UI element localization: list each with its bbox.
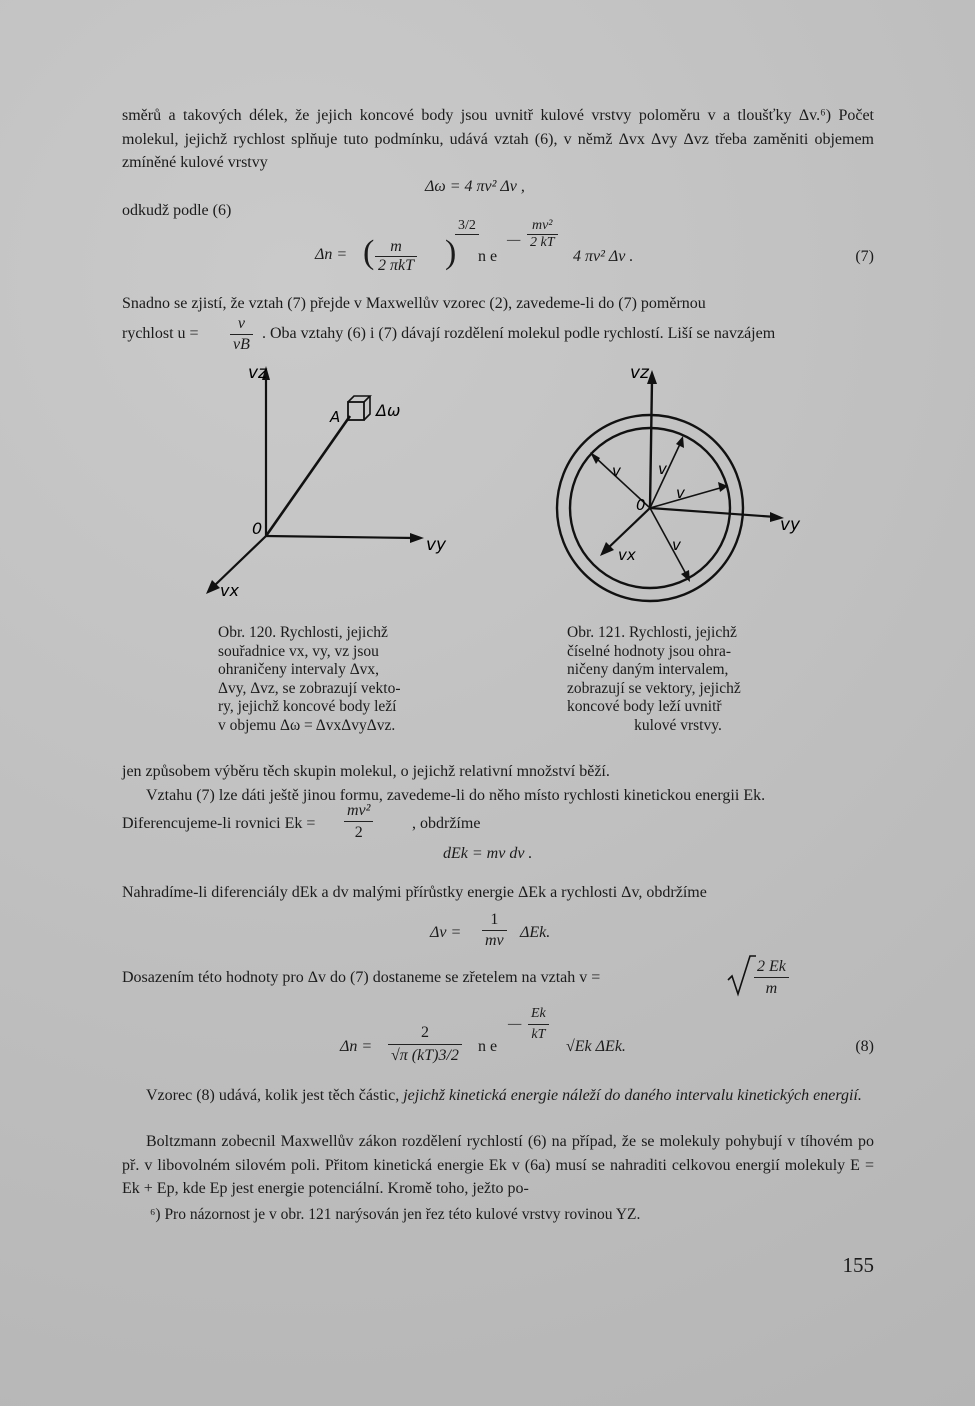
paragraph-vzorec <box>122 1084 874 1108</box>
vzorec-italic: jejichž kinetická energie náleží do daného intervalu kinetických energií. <box>403 1087 862 1104</box>
eq7-exp-den: 2 kT <box>530 235 555 250</box>
eq8-lhs: Δn = <box>340 1038 373 1055</box>
fig121-caption-line: kulové vrstvy. <box>634 716 722 734</box>
paragraph-vztahu: Vztahu (7) lze dáti ještě jinou formu, zavedeme-li do něho místo rychlosti kinetickou energii Ek. <box>146 787 766 804</box>
eq7-lhs: Δn = <box>315 246 348 263</box>
paragraph-dosazenim <box>122 958 874 1002</box>
fig121-caption-line: ničeny daným intervalem, <box>567 661 729 678</box>
fig121-label-v4: v <box>672 536 681 554</box>
eq7-paren-close: ) <box>445 234 457 271</box>
eq8-exp-minus: — <box>508 1016 522 1032</box>
fig120-caption-line: souřadnice vx, vy, vz jsou <box>218 642 379 660</box>
equation-8-number: (8) <box>855 1038 874 1055</box>
equation-domega: Δω = 4 πv² Δv , <box>425 178 525 195</box>
dv-fraction-den: mv <box>485 932 504 949</box>
dosazenim-text: Dosazením této hodnoty pro Δv do (7) dostaneme se zřetelem na vztah v = <box>122 969 601 986</box>
u-fraction-num: v <box>230 314 253 335</box>
eq7-exp-minus: — <box>507 232 521 248</box>
fig121-label-vz: vz <box>630 363 649 383</box>
vzorec-text: Vzorec (8) udává, kolik jest těch částic, <box>146 1087 404 1104</box>
fig121-arrow-v2 <box>676 436 684 448</box>
figure-121-caption <box>567 624 789 735</box>
eq8-fraction <box>388 1022 462 1067</box>
fig120-volume-cube <box>348 396 370 420</box>
ek-fraction <box>344 800 373 843</box>
eq8-denominator: √π (kT)3/2 <box>391 1047 459 1064</box>
fig120-caption-line: v objemu Δω = ΔvxΔvyΔvz. <box>218 716 396 734</box>
fig120-axis-x <box>214 536 266 586</box>
equation-7-number: (7) <box>855 248 874 265</box>
paragraph-odkudz: odkudž podle (6) <box>122 202 232 219</box>
fig120-label-vz: vz <box>248 363 267 383</box>
dv-lhs: Δv = <box>430 924 462 941</box>
fig120-label-A: A <box>330 408 341 426</box>
fig120-label-origin: 0 <box>252 519 263 538</box>
diferencujeme-text: Diferencujeme-li rovnici Ek = <box>122 815 316 832</box>
paragraph-vyber: jen způsobem výběru těch skupin molekul, o jejichž relativní množství běží. <box>122 763 610 780</box>
paragraph-intro: směrů a takových délek, že jejich koncové body jsou uvnitř kulové vrstvy poloměru v a tloušťky Δv.⁶) Počet molekul, jejichž rychlost splňuje tuto podmínku, udává vztah (6), v němž Δvx Δvy Δvz třeba zaměniti objemem zmíněné kulové vrstvy <box>122 107 874 171</box>
fig121-arrow-v1 <box>590 452 600 464</box>
ek-fraction-num: mv² <box>344 800 373 822</box>
fig121-axis-x <box>606 508 650 550</box>
eq8-tail: √Ek ΔEk. <box>566 1038 626 1055</box>
eq7-fraction <box>375 238 417 275</box>
eq7-ne: n e <box>478 248 498 265</box>
fig120-label-vx: vx <box>220 581 239 600</box>
fig121-axis-y <box>650 508 776 517</box>
fig121-vector-3 <box>650 488 720 508</box>
fig121-label-v1: v <box>612 462 621 480</box>
figure-120-caption <box>218 624 446 735</box>
eq8-exp-num: Ek <box>528 1004 549 1025</box>
fig121-label-vy: vy <box>780 515 801 535</box>
paragraph-rychlost-line <box>122 315 874 354</box>
dv-fraction <box>482 910 507 951</box>
eq7-paren-open: ( <box>363 234 375 271</box>
fig121-axis-z <box>650 380 652 508</box>
eq8-exp-den: kT <box>531 1027 546 1042</box>
rychlost-u-continuation: . Oba vztahy (6) i (7) dávají rozdělení molekul podle rychlostí. Liší se navzájem <box>262 325 776 342</box>
eq7-power <box>455 218 479 235</box>
fig121-label-v3: v <box>676 484 685 502</box>
paragraph-boltzmann: Boltzmann zobecnil Maxwellův zákon rozdělení rychlostí (6) na případ, že se molekuly pohybují v tíhovém po př. v libovolném silovém poli. Přitom kinetická energie Ek v (6a) musí se nahraditi celkovou energií molekuly E = Ek + Ep, kde Ep jest energie potenciální. Kromě toho, ježto po- <box>122 1133 874 1197</box>
figure-120 <box>190 360 460 610</box>
eq8-ne: n e <box>478 1038 498 1055</box>
eq8-exponent <box>528 1004 549 1045</box>
eq7-denominator: 2 πkT <box>378 257 415 274</box>
paragraph-snadno: Snadno se zjistí, že vztah (7) přejde v Maxwellův vzorec (2), zavedeme-li do (7) poměrnou <box>122 295 706 312</box>
fig120-axis-y <box>266 536 415 538</box>
dv-tail: ΔEk. <box>520 924 551 941</box>
ek-fraction-den: 2 <box>354 824 363 841</box>
v-sqrt-fraction <box>754 956 789 999</box>
fig120-label-domega: Δω <box>376 401 401 420</box>
fig120-vector-A <box>266 416 350 536</box>
paragraph-diferencujeme <box>122 802 874 846</box>
fig121-caption-line: zobrazují se vektory, jejichž <box>567 679 741 697</box>
equation-dek: dEk = mv dv . <box>443 845 533 862</box>
fig121-caption-line: číselné hodnoty jsou ohra- <box>567 642 732 660</box>
fig121-caption-line: koncové body leží uvnitř <box>567 698 722 715</box>
fig120-caption-line: ohraničeny intervaly Δvx, <box>218 661 380 678</box>
eq7-numerator: m <box>375 238 417 257</box>
rychlost-u-label: rychlost u = <box>122 325 199 342</box>
u-fraction-den: vB <box>233 336 250 353</box>
v-sqrt-num: 2 Ek <box>754 956 789 978</box>
u-fraction <box>230 314 253 355</box>
paragraph-nahradime: Nahradíme-li diferenciály dEk a dv malými přírůstky energie ΔEk a rychlosti Δv, obdržíme <box>122 884 707 901</box>
dv-fraction-num: 1 <box>482 910 507 931</box>
fig120-caption-line: ry, jejichž koncové body leží <box>218 698 397 715</box>
obdrzime-text: , obdržíme <box>412 815 481 832</box>
page-number: 155 <box>842 1253 874 1277</box>
eq7-exp-num: mv² <box>527 218 558 235</box>
eq7-tail: 4 πv² Δv . <box>573 248 634 265</box>
eq7-power-value: 3/2 <box>455 218 479 235</box>
fig121-caption-line: Obr. 121. Rychlosti, jejichž <box>567 624 737 641</box>
fig120-caption-line: Obr. 120. Rychlosti, jejichž <box>218 624 388 641</box>
fig120-arrow-y <box>410 533 424 543</box>
eq8-numerator: 2 <box>388 1022 462 1045</box>
fig120-caption-line: Δvy, Δvz, se zobrazují vekto- <box>218 679 401 697</box>
v-sqrt-den: m <box>765 980 778 997</box>
eq7-exponent <box>527 218 558 251</box>
footnote: ⁶) Pro názornost je v obr. 121 narýsován jen řez této kulové vrstvy rovinou YZ. <box>150 1206 641 1223</box>
fig121-label-origin: 0 <box>636 496 646 514</box>
sqrt-sign <box>726 954 756 998</box>
figure-121 <box>540 360 825 610</box>
fig121-label-v2: v <box>658 460 667 478</box>
fig120-label-vy: vy <box>426 535 447 555</box>
fig121-label-vx: vx <box>618 546 636 564</box>
